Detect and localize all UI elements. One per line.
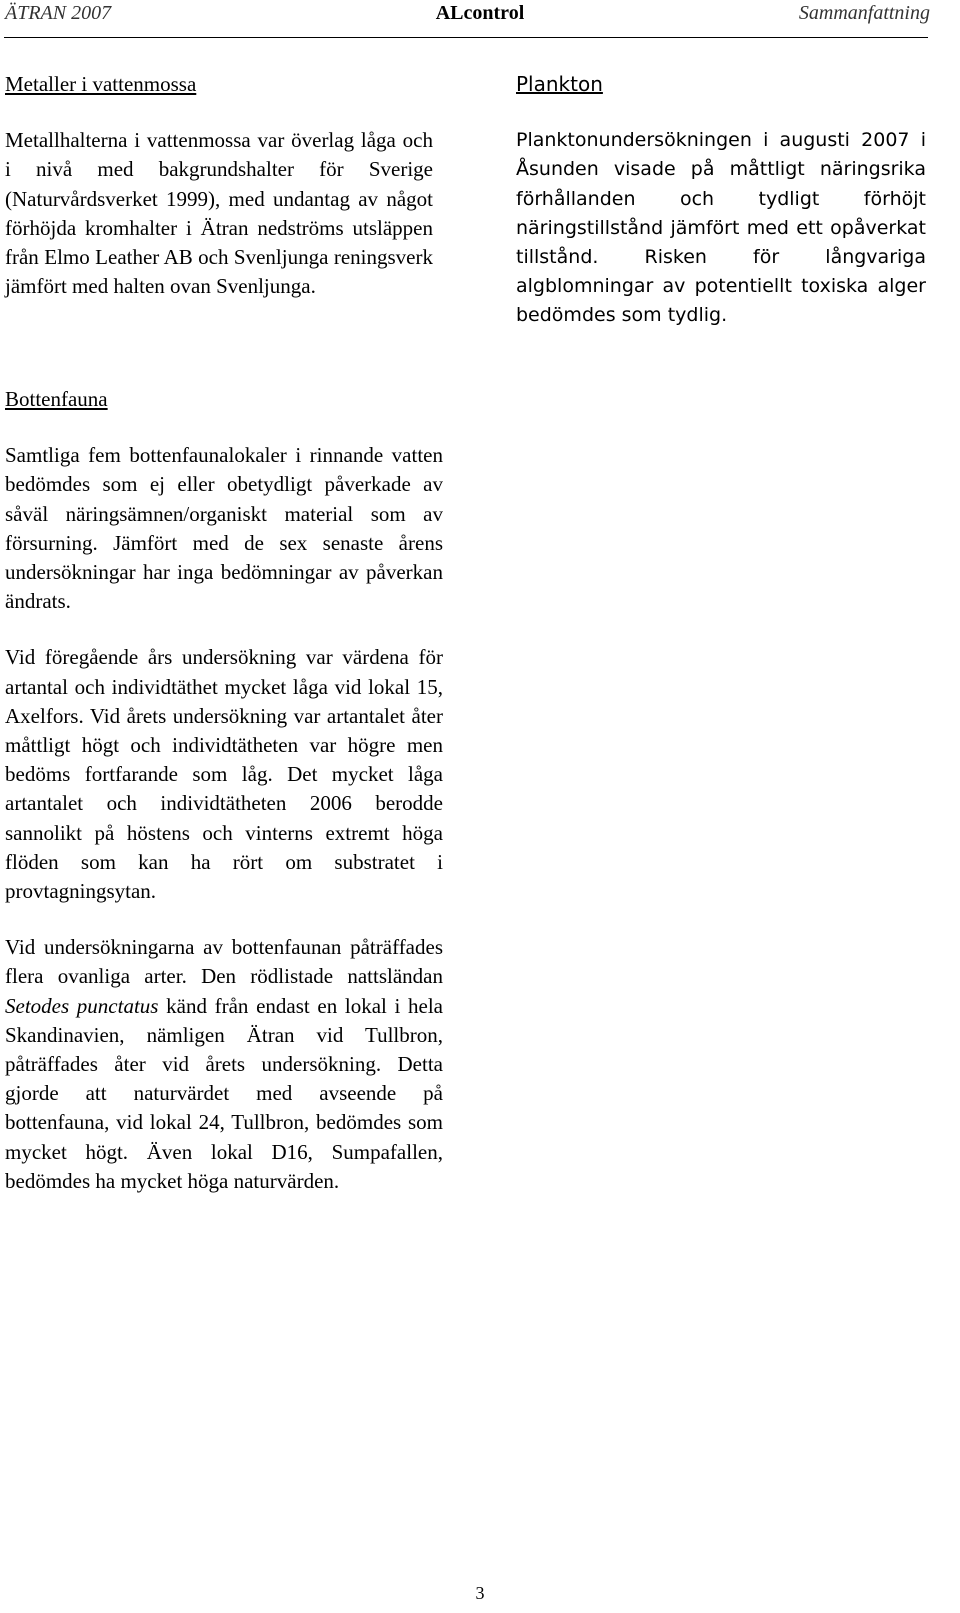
section-metaller	[5, 70, 433, 301]
header-company: ALcontrol	[435, 2, 525, 24]
text-plankton: Planktonundersökningen i augusti 2007 i Åsunden visade på måttligt näringsrika förhållanden och tydligt förhöjt näringstillstånd jämfört med ett opåverkat tillstånd. Risken för långvariga algblomningar av potentiellt toxiska alger bedömdes som tydlig.	[516, 129, 926, 327]
p3-after: känd från endast en lokal i hela Skandinavien, nämligen Ätran vid Tullbron, påträffades åter vid årets undersökning. Detta gjorde att naturvärdet med avseende på bottenfauna, vid lokal 24, Tullbron, bedömdes som mycket högt. Även lokal D16, Sumpafallen, bedömdes ha mycket höga naturvärden.	[5, 993, 444, 1193]
header-rule	[4, 37, 928, 38]
text-bottenfauna-p3	[5, 933, 443, 1196]
page-header	[0, 0, 960, 30]
section-bottenfauna	[5, 385, 443, 1196]
heading-bottenfauna: Bottenfauna	[5, 387, 108, 411]
header-report-title: ÄTRAN 2007	[5, 2, 112, 24]
text-metaller: Metallhalterna i vattenmossa var överlag låga och i nivå med bakgrundshalter för Sverige (Naturvårdsverket 1999), med undantag av något förhöjda kromhalter i Ätran nedströms utsläppen från Elmo Leather AB och Svenljunga reningsverk jämfört med halten ovan Svenljunga.	[5, 128, 433, 299]
species-name: Setodes punctatus	[5, 993, 159, 1018]
p3-before: Vid undersökningarna av bottenfaunan påträffades flera ovanliga arter. Den rödlistade nattsländan	[5, 935, 443, 989]
page-number: 3	[475, 1583, 485, 1603]
text-bottenfauna-p1: Samtliga fem bottenfaunalokaler i rinnande vatten bedömdes som ej eller obetydligt påverkade av såväl näringsämnen/organiskt material som av försurning. Jämfört med de sex senaste årens undersökningar har inga bedömningar av påverkan ändrats.	[5, 443, 443, 614]
heading-metaller: Metaller i vattenmossa	[5, 72, 197, 96]
text-bottenfauna-p2: Vid föregående års undersökning var värdena för artantal och individtäthet mycket låga vid lokal 15, Axelfors. Vid årets undersökning var artantalet åter måttligt högt och individtätheten var högre men bedöms fortfarande som låg. Det mycket låga artantalet och individtätheten 2006 berodde sannolikt på höstens och vinterns extremt höga flöden som kan ha rört om substratet i provtagningsytan.	[5, 645, 443, 904]
header-section: Sammanfattning	[798, 2, 930, 24]
section-plankton	[516, 70, 926, 331]
heading-plankton: Plankton	[516, 72, 603, 96]
